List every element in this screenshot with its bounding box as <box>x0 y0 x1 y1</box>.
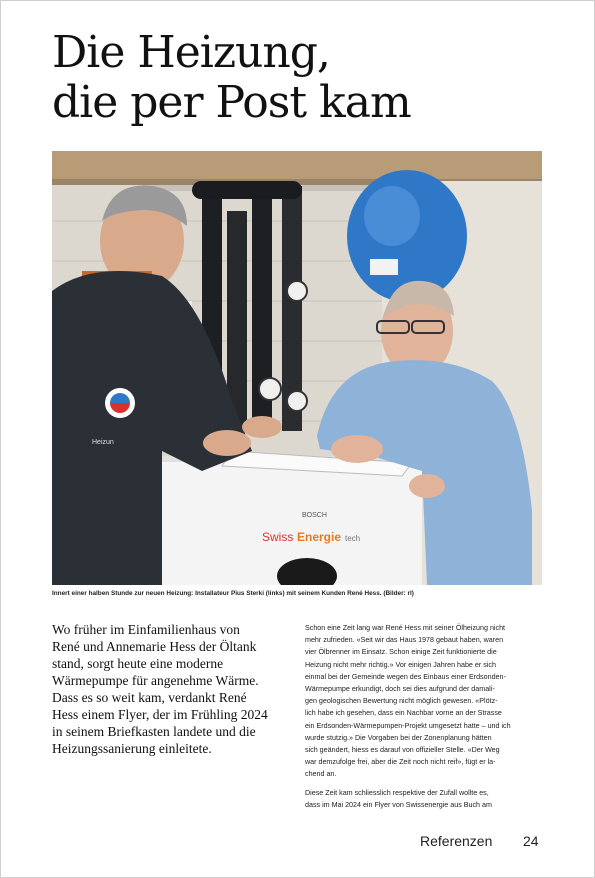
body-line: wurde stutzig.» Die Vorgaben bei der Zonenplanung hätten <box>305 733 492 742</box>
lead-line: in seinem Briefkasten landete und die <box>52 724 256 739</box>
lead-paragraph <box>52 621 296 757</box>
body-line: Wärmepumpe erkundigt, doch sei dies aufgrund der damali- <box>305 685 495 694</box>
jacket-text: Heizun <box>92 439 114 446</box>
headline-line-1: Die Heizung, <box>52 27 330 78</box>
body-line: einmal bei der Gemeinde wegen des Einbaus einer Erdsonden- <box>305 672 506 681</box>
lead-line: René und Annemarie Hess der Öltank <box>52 639 257 654</box>
body-line: lich habe ich gesehen, dass ein Nachbar vorne an der Strasse <box>305 709 502 718</box>
lead-line: Hess einem Flyer, der im Frühling 2024 <box>52 707 268 722</box>
unit-logo-energie: Energie <box>297 530 342 544</box>
footer-section-label: Referenzen <box>420 833 493 849</box>
article-headline <box>52 28 552 128</box>
page-number: 24 <box>523 833 539 849</box>
body-line: gen geologischen Bewertung nicht möglich gewesen. «Plötz- <box>305 697 498 706</box>
body-line: war demzufolge frei, aber die Zeit noch nicht reif», fügt er la- <box>305 758 496 767</box>
lead-line: Heizungssanierung einleitete. <box>52 741 212 756</box>
body-line: sich geändert, hiess es darauf von offizieller Stelle. «Der Weg <box>305 746 500 755</box>
body-line: Heizung nicht mehr richtig.» Vor einigen Jahren habe er sich <box>305 660 496 669</box>
body-line: chend an. <box>305 770 337 779</box>
article-photo <box>52 151 542 585</box>
lead-line: Wo früher im Einfamilienhaus von <box>52 622 240 637</box>
body-line: vier Ölbrenner im Einsatz. Schon einige Zeit funktionierte die <box>305 648 497 657</box>
body-line: ein Erdsonden-Wärmepumpen-Projekt umgesetzt hatte – und ich <box>305 721 511 730</box>
lead-line: Dass es so weit kam, verdankt René <box>52 690 247 705</box>
unit-logo-swiss: Swiss <box>262 530 294 544</box>
unit-brand-label: BOSCH <box>302 512 327 519</box>
lead-line: stand, sorgt heute eine moderne <box>52 656 224 671</box>
body-text-column <box>305 622 543 811</box>
body-line: Diese Zeit kam schliesslich respektive der Zufall wollte es, <box>305 788 489 797</box>
photo-caption: Innert einer halben Stunde zur neuen Heizung: Installateur Pius Sterki (links) mit seinem Kunden René Hess. (Bilder: rl) <box>52 590 414 597</box>
body-line: dass im Mai 2024 ein Flyer von Swissenergie aus Buch am <box>305 800 492 809</box>
body-line: mehr zufrieden. «Seit wir das Haus 1978 gebaut haben, waren <box>305 636 504 645</box>
headline-line-2: die per Post kam <box>52 77 411 128</box>
body-line: Schon eine Zeit lang war René Hess mit seiner Ölheizung nicht <box>305 624 506 632</box>
lead-line: Wärmepumpe für angenehme Wärme. <box>52 673 259 688</box>
unit-logo-tech: tech <box>345 534 361 543</box>
